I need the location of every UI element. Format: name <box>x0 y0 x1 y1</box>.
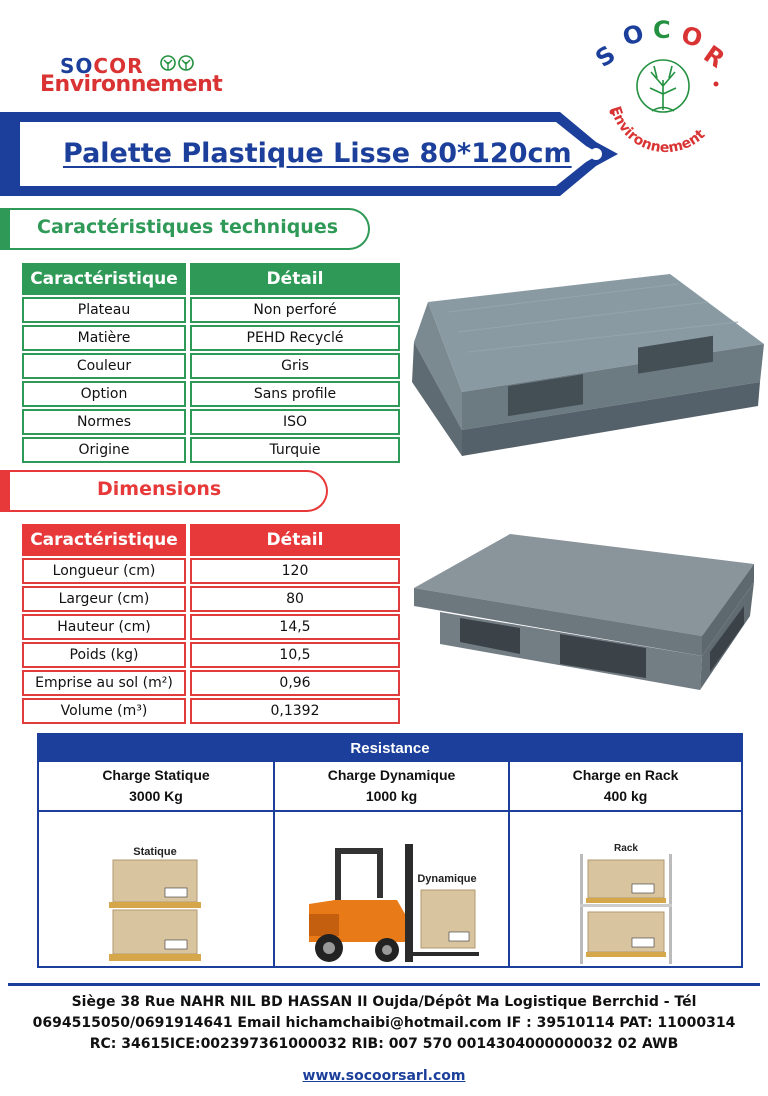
row-value: Gris <box>190 353 400 379</box>
pallet-bottom-image <box>410 532 758 694</box>
table-row <box>22 409 400 435</box>
company-logo <box>40 54 230 98</box>
table-row <box>22 558 400 584</box>
row-label: Volume (m³) <box>22 698 186 724</box>
table-header <box>22 524 400 556</box>
svg-text:Environnement: Environnement <box>606 104 709 157</box>
column-title: Charge en Rack <box>572 767 679 783</box>
row-label: Hauteur (cm) <box>22 614 186 640</box>
resistance-heading: Resistance <box>39 735 741 762</box>
svg-text:Rack: Rack <box>614 843 638 854</box>
table-row <box>22 698 400 724</box>
row-value: Sans profile <box>190 381 400 407</box>
row-value: PEHD Recyclé <box>190 325 400 351</box>
row-label: Normes <box>22 409 186 435</box>
row-label: Poids (kg) <box>22 642 186 668</box>
column-title: Charge Statique <box>102 767 210 783</box>
table-row <box>22 353 400 379</box>
row-value: 0,96 <box>190 670 400 696</box>
column-value: 1000 kg <box>365 788 418 804</box>
column-title: Charge Dynamique <box>327 767 456 783</box>
resistance-column-dynamic <box>273 762 508 966</box>
row-value: 0,1392 <box>190 698 400 724</box>
table-row <box>22 297 400 323</box>
static-load-illustration <box>105 844 205 966</box>
table-row <box>22 325 400 351</box>
table-row <box>22 586 400 612</box>
svg-text:R: R <box>698 39 730 74</box>
header-cell: Détail <box>190 263 400 295</box>
table-row <box>22 614 400 640</box>
row-label: Couleur <box>22 353 186 379</box>
resistance-column-rack <box>508 762 741 966</box>
svg-text:O: O <box>678 20 706 54</box>
table-row <box>22 670 400 696</box>
footer-divider <box>8 983 760 986</box>
header-cell: Détail <box>190 524 400 556</box>
row-value: ISO <box>190 409 400 435</box>
technical-table <box>22 263 400 463</box>
logo-wordmark-environnement: Environnement <box>40 72 223 97</box>
row-value: 80 <box>190 586 400 612</box>
row-label: Largeur (cm) <box>22 586 186 612</box>
row-value: 14,5 <box>190 614 400 640</box>
table-row <box>22 381 400 407</box>
table-row <box>22 642 400 668</box>
header-cell: Caractéristique <box>22 263 186 295</box>
svg-text:S: S <box>590 40 621 73</box>
column-value: 3000 Kg <box>129 788 183 804</box>
table-header <box>22 263 400 295</box>
row-value: Turquie <box>190 437 400 463</box>
row-label: Option <box>22 381 186 407</box>
row-label: Origine <box>22 437 186 463</box>
forklift-illustration <box>305 844 485 966</box>
resistance-column-static <box>39 762 273 966</box>
svg-text:O: O <box>619 18 648 52</box>
svg-text:Dynamique: Dynamique <box>417 873 477 885</box>
pallet-top-image <box>408 272 768 462</box>
row-label: Longueur (cm) <box>22 558 186 584</box>
footer-address: Siège 38 Rue NAHR NIL BD HASSAN II Oujda/Dépôt Ma Logistique Berrchid - Tél 0694515050/0691914641 Email hichamchaibi@hotmail.com IF : 39510114 PAT: 11000314 RC: 34615ICE:002397361000032 RIB: 007 570 0014304000000032 02 AWB <box>32 994 736 1052</box>
column-value: 400 kg <box>603 788 648 804</box>
resistance-table <box>37 733 743 968</box>
logo-wordmark-socor: SOCOR <box>60 54 144 78</box>
row-label: Emprise au sol (m²) <box>22 670 186 696</box>
row-value: 120 <box>190 558 400 584</box>
row-label: Plateau <box>22 297 186 323</box>
row-value: Non perforé <box>190 297 400 323</box>
dimensions-table <box>22 524 400 724</box>
row-label: Matière <box>22 325 186 351</box>
table-row <box>22 437 400 463</box>
svg-text:Statique: Statique <box>133 846 177 858</box>
rack-illustration <box>576 840 676 966</box>
svg-text:C: C <box>653 16 671 44</box>
website-link[interactable]: www.socoorsarl.com <box>302 1068 466 1084</box>
page-title: Palette Plastique Lisse 80*120cm <box>63 138 572 169</box>
tree-icon <box>158 55 198 73</box>
header-cell: Caractéristique <box>22 524 186 556</box>
row-value: 10,5 <box>190 642 400 668</box>
